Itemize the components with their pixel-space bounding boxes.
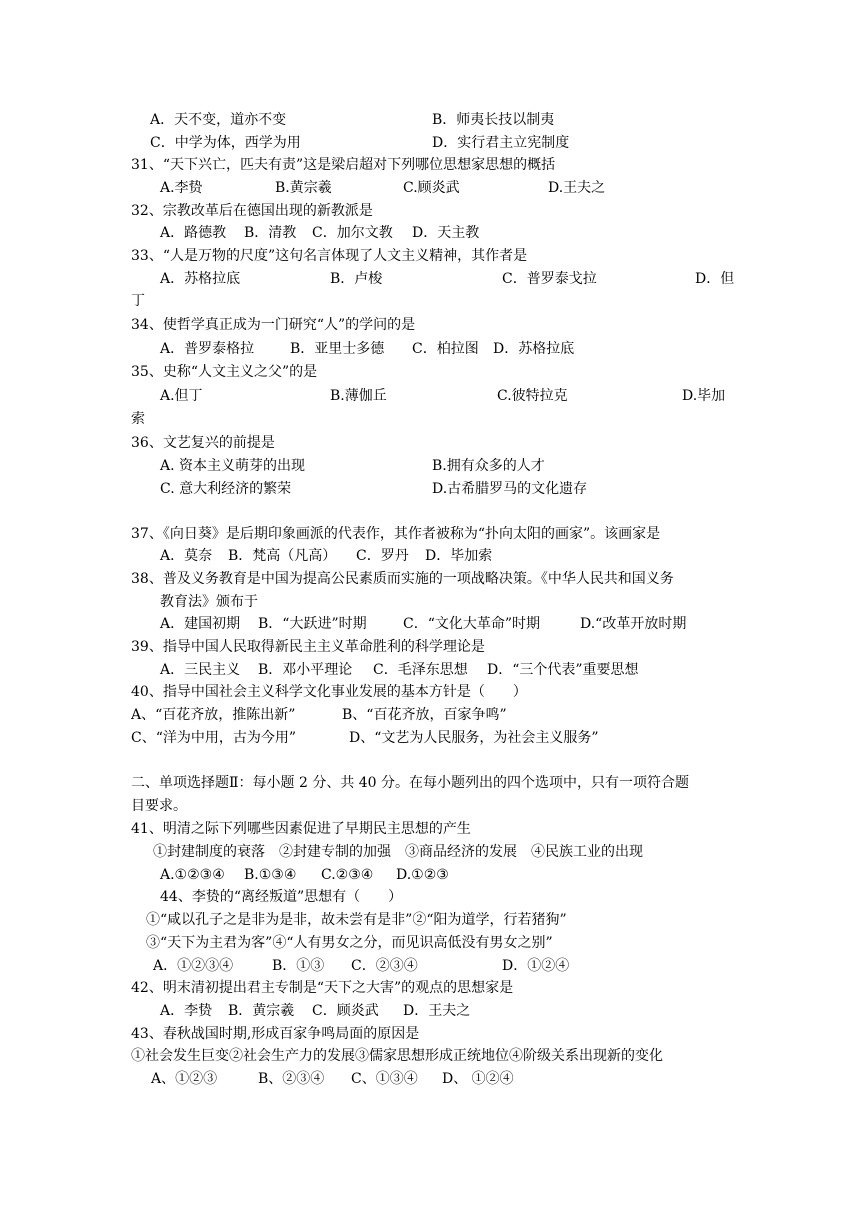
option: D．实行君主立宪制度 <box>432 135 570 151</box>
option: A．路德教 <box>160 225 227 241</box>
option: D．毕加索 <box>425 548 493 564</box>
option: C、“洋为中用，古为今用” <box>131 730 297 746</box>
option: A、①②③ <box>151 1071 218 1087</box>
option: D．但 <box>695 271 735 287</box>
question-42-stem: 42、明末清初提出君主专制是“天下之大害”的观点的思想家是 <box>131 980 514 996</box>
section-heading: 二、单项选择题Ⅱ：每小题 2 分、共 40 分。在每小题列出的四个选项中，只有一项符合题 <box>131 775 690 791</box>
option: C.顾炎武 <box>403 180 460 196</box>
option: A、“百花齐放，推陈出新” <box>131 707 296 723</box>
question-32-stem: 32、宗教改革后在德国出现的新教派是 <box>131 203 373 219</box>
question-37-stem: 37、《向日葵》是后期印象画派的代表作，其作者被称为“扑向太阳的画家”。该画家是 <box>131 526 661 542</box>
option: C．“文化大革命”时期 <box>403 616 541 632</box>
question-43-items: ①社会发生巨变②社会生产力的发展③儒家思想形成正统地位④阶级关系出现新的变化 <box>131 1048 663 1064</box>
option: B.薄伽丘 <box>330 388 387 404</box>
option: C．普罗泰戈拉 <box>502 271 597 287</box>
option: B.拥有众多的人才 <box>432 458 545 474</box>
option: B．邓小平理论 <box>258 662 353 678</box>
option: A.①②③④ <box>160 867 225 883</box>
option: A．莫奈 <box>160 548 213 564</box>
option: C、①③④ <box>351 1071 418 1087</box>
question-31-stem: 31、“天下兴亡，匹夫有责”这是梁启超对下列哪位思想家思想的概括 <box>131 157 556 173</box>
option: D．①②④ <box>502 958 570 974</box>
question-41-items: ①封建制度的衰落 ②封建专制的加强 ③商品经济的发展 ④民族工业的出现 <box>153 844 643 860</box>
option: A.但丁 <box>160 388 203 404</box>
option: B、“百花齐放，百家争鸣” <box>342 707 507 723</box>
option: C．顾炎武 <box>312 1003 379 1019</box>
option: A. 资本主义萌芽的出现 <box>160 458 306 474</box>
option: B．①③ <box>272 958 325 974</box>
question-38-stem: 38、普及义务教育是中国为提高公民素质而实施的一项战略决策。《中华人民共和国义务 <box>131 571 674 587</box>
option: B．清教 <box>244 225 297 241</box>
question-35-stem: 35、史称“人文主义之父”的是 <box>131 364 318 380</box>
question-38-stem-cont: 教育法》颁布于 <box>160 594 258 610</box>
option: B.黄宗羲 <box>275 180 332 196</box>
option: A．建国初期 <box>160 616 241 632</box>
option: A．三民主义 <box>160 662 241 678</box>
option: D．天主教 <box>412 225 480 241</box>
section-heading-cont: 目要求。 <box>131 798 187 814</box>
question-44-items: ①“咸以孔子之是非为是非，故未尝有是非”②“阳为道学，行若猪狗” <box>146 912 567 928</box>
option: B．梵高（凡高） <box>228 548 337 564</box>
option: B.①③④ <box>244 867 297 883</box>
option: D.王夫之 <box>548 180 606 196</box>
option-wrap: 丁 <box>131 293 145 309</box>
option: B、②③④ <box>258 1071 325 1087</box>
option: D.“改革开放时期 <box>580 616 687 632</box>
option: D．苏格拉底 <box>493 341 575 357</box>
option: C．毛泽东思想 <box>373 662 468 678</box>
option: A．普罗泰格拉 <box>160 341 255 357</box>
option: B．亚里士多德 <box>290 341 385 357</box>
question-44-items-cont: ③“天下为主君为客”④“人有男女之分，而见识高低没有男女之别” <box>146 935 553 951</box>
option: D.①②③ <box>396 867 449 883</box>
option: C．罗丹 <box>356 548 409 564</box>
option: D．“三个代表”重要思想 <box>487 662 639 678</box>
question-36-stem: 36、文艺复兴的前提是 <box>131 435 275 451</box>
option: A．①②③④ <box>153 958 234 974</box>
question-39-stem: 39、指导中国人民取得新民主主义革命胜利的科学理论是 <box>131 639 485 655</box>
question-34-stem: 34、使哲学真正成为一门研究“人”的学问的是 <box>131 317 416 333</box>
option: A.李贽 <box>160 180 203 196</box>
option: C．中学为体，西学为用 <box>150 135 301 151</box>
option: D.毕加 <box>682 388 726 404</box>
option: A．李贽 <box>160 1003 213 1019</box>
question-43-stem: 43、春秋战国时期,形成百家争鸣局面的原因是 <box>131 1026 420 1042</box>
option: C．柏拉图 <box>412 341 479 357</box>
option: D、“文艺为人民服务，为社会主义服务” <box>349 730 599 746</box>
question-41-stem: 41、明清之际下列哪些因素促进了早期民主思想的产生 <box>131 821 471 837</box>
option: A．天不变，道亦不变 <box>150 112 287 128</box>
option: C.②③④ <box>321 867 374 883</box>
option: D．王夫之 <box>403 1003 471 1019</box>
option: C. 意大利经济的繁荣 <box>160 481 292 497</box>
option: A．苏格拉底 <box>160 271 241 287</box>
option: B．师夷长技以制夷 <box>432 112 555 128</box>
option: B．卢梭 <box>330 271 383 287</box>
question-33-stem: 33、“人是万物的尺度”这句名言体现了人文主义精神，其作者是 <box>131 248 528 264</box>
question-44-stem: 44、李贽的“离经叛道”思想有（ ） <box>160 889 403 905</box>
option: C.彼特拉克 <box>497 388 568 404</box>
option: B．“大跃进”时期 <box>258 616 367 632</box>
option: C．②③④ <box>351 958 418 974</box>
option: C．加尔文教 <box>312 225 393 241</box>
option: B．黄宗羲 <box>228 1003 295 1019</box>
option-wrap: 索 <box>131 411 145 427</box>
option: D.古希腊罗马的文化遗存 <box>432 481 588 497</box>
question-40-stem: 40、指导中国社会主义科学文化事业发展的基本方针是（ ） <box>131 684 527 700</box>
option: D、 ①②④ <box>442 1071 514 1087</box>
